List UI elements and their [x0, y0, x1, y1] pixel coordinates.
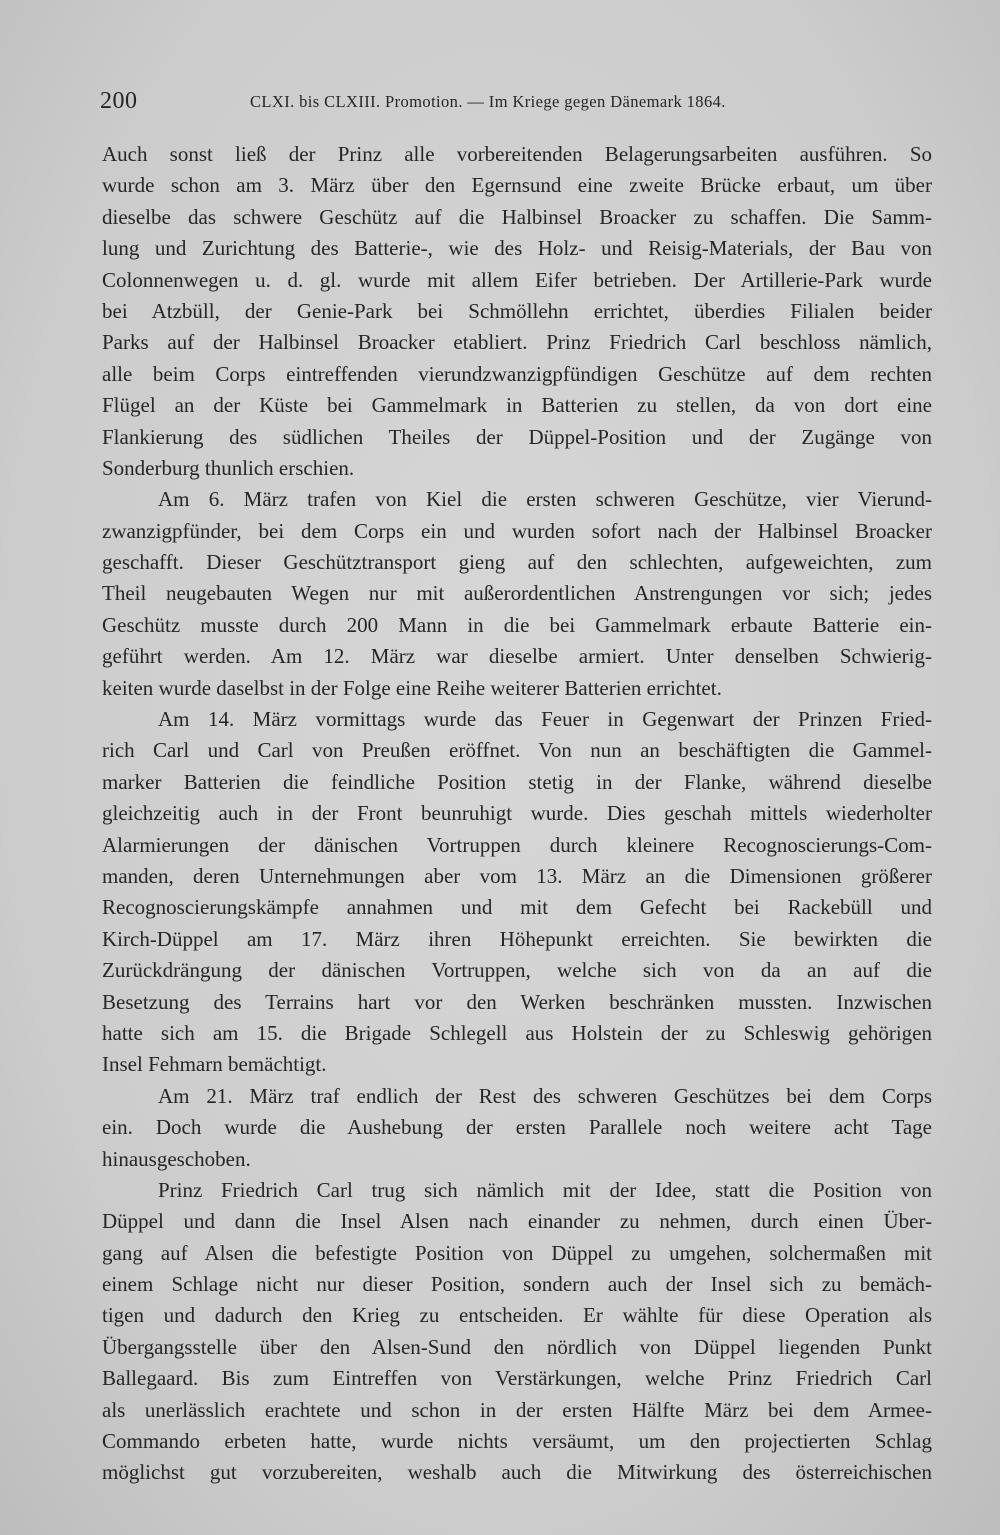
text-line: Am 6. März trafen von Kiel die ersten schweren Geschütze, vier Vierund-: [158, 487, 932, 512]
text-line: Auch sonst ließ der Prinz alle vorbereitenden Belagerungsarbeiten ausführen. So: [102, 142, 932, 166]
text-line: Sonderburg thunlich erschien.: [102, 455, 355, 480]
text-line: möglichst gut vorzubereiten, weshalb auch die Mitwirkung des österreichischen: [102, 1460, 932, 1485]
text-line: hinausgeschoben.: [102, 1146, 251, 1171]
text-line: rich Carl und Carl von Preußen eröffnet. Von nun an beschäftigten die Gammel-: [102, 738, 932, 763]
text-line: als unerlässlich erachtete und schon in der ersten Hälfte März bei dem Armee-: [102, 1397, 932, 1422]
text-line: Flankierung des südlichen Theiles der Düppel-Position und der Zugänge von: [102, 424, 932, 449]
text-line: marker Batterien die feindliche Position stetig in der Flanke, während dieselbe: [102, 769, 932, 794]
text-line: Am 14. März vormittags wurde das Feuer in Gegenwart der Prinzen Fried-: [158, 707, 932, 732]
text-line: Prinz Friedrich Carl trug sich nämlich mit der Idee, statt die Position von: [158, 1177, 932, 1202]
text-line: gleichzeitig auch in der Front beunruhigt wurde. Dies geschah mittels wiederholter: [102, 801, 932, 826]
text-line: wurde schon am 3. März über den Egernsund eine zweite Brücke erbaut, um über: [102, 173, 932, 198]
text-line: einem Schlage nicht nur dieser Position, sondern auch der Insel sich zu bemäch-: [102, 1272, 932, 1297]
text-line: Übergangsstelle über den Alsen-Sund den nördlich von Düppel liegenden Punkt: [102, 1334, 932, 1359]
text-line: alle beim Corps eintreffenden vierundzwanzigpfündigen Geschütze auf dem rechten: [102, 361, 932, 386]
page-number: 200: [100, 88, 138, 114]
text-line: keiten wurde daselbst in der Folge eine Reihe weiterer Batterien errichtet.: [102, 675, 722, 700]
text-line: Zurückdrängung der dänischen Vortruppen, welche sich von da an auf die: [102, 958, 932, 983]
text-line: Alarmierungen der dänischen Vortruppen durch kleinere Recognoscierungs-Com-: [102, 832, 932, 857]
text-line: manden, deren Unternehmungen aber vom 13. März an die Dimensionen größerer: [102, 863, 932, 888]
text-line: geschafft. Dieser Geschütztransport gieng auf den schlechten, aufgeweichten, zum: [102, 550, 932, 575]
text-line: Ballegaard. Bis zum Eintreffen von Verstärkungen, welche Prinz Friedrich Carl: [102, 1366, 932, 1391]
text-line: dieselbe das schwere Geschütz auf die Halbinsel Broacker zu schaffen. Die Samm-: [102, 204, 932, 229]
text-line: Recognoscierungskämpfe annahmen und mit dem Gefecht bei Rackebüll und: [102, 895, 932, 920]
body-text: [102, 139, 932, 1489]
text-line: Commando erbeten hatte, wurde nichts versäumt, um den projectierten Schlag: [102, 1429, 932, 1454]
text-line: ein. Doch wurde die Aushebung der ersten Parallele noch weitere acht Tage: [102, 1115, 932, 1140]
text-line: bei Atzbüll, der Genie-Park bei Schmöllehn errichtet, überdies Filialen beider: [102, 298, 932, 323]
text-line: Am 21. März traf endlich der Rest des schweren Geschützes bei dem Corps: [158, 1083, 932, 1108]
text-line: Flügel an der Küste bei Gammelmark in Batterien zu stellen, da von dort eine: [102, 393, 932, 418]
text-line: Theil neugebauten Wegen nur mit außerordentlichen Anstrengungen vor sich; jedes: [102, 581, 932, 606]
text-line: zwanzigpfünder, bei dem Corps ein und wurden sofort nach der Halbinsel Broacker: [102, 518, 932, 543]
text-line: Geschütz musste durch 200 Mann in die bei Gammelmark erbaute Batterie ein-: [102, 612, 932, 637]
text-line: Besetzung des Terrains hart vor den Werken beschränken mussten. Inzwischen: [102, 989, 932, 1014]
text-line: geführt werden. Am 12. März war dieselbe armiert. Unter denselben Schwierig-: [102, 644, 932, 669]
text-line: Insel Fehmarn bemächtigt.: [102, 1052, 327, 1077]
text-line: hatte sich am 15. die Brigade Schlegell aus Holstein der zu Schleswig gehörigen: [102, 1020, 932, 1045]
text-line: lung und Zurichtung des Batterie-, wie des Holz- und Reisig-Materials, der Bau von: [102, 236, 932, 261]
text-line: Kirch-Düppel am 17. März ihren Höhepunkt erreichten. Sie bewirkten die: [102, 926, 932, 951]
running-head-title: CLXI. bis CLXIII. Promotion. — Im Kriege gegen Dänemark 1864.: [250, 92, 726, 111]
text-line: Parks auf der Halbinsel Broacker etabliert. Prinz Friedrich Carl beschloss nämlich,: [102, 330, 932, 355]
running-head: [100, 88, 920, 118]
text-line: Düppel und dann die Insel Alsen nach einander zu nehmen, durch einen Über-: [102, 1209, 932, 1234]
text-line: Colonnenwegen u. d. gl. wurde mit allem Eifer betrieben. Der Artillerie-Park wurde: [102, 267, 932, 292]
text-line: tigen und dadurch den Krieg zu entscheiden. Er wählte für diese Operation als: [102, 1303, 932, 1328]
text-line: gang auf Alsen die befestigte Position von Düppel zu umgehen, solchermaßen mit: [102, 1240, 932, 1265]
